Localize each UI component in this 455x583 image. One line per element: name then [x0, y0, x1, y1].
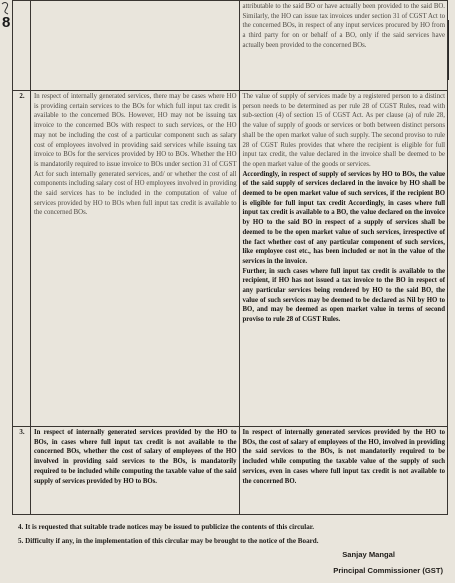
- issue-cell: [31, 1, 240, 91]
- row-number: 2.: [13, 91, 31, 427]
- paragraph-4: 4. It is requested that suitable trade notices may be issued to publicize the contents of this circular.: [18, 523, 315, 531]
- table-row: [13, 1, 448, 91]
- page-number: 8: [2, 14, 11, 31]
- signatory-title: Principal Commissioner (GST): [333, 566, 443, 575]
- clarification-table: [12, 0, 448, 515]
- clarification-text: attributable to the said BO or have actually been provided to the said BO. Similarly, the HO can issue tax invoices under section 31 of CGST Act to the concerned BOs, in respect of any input services procured by HO from a third party for on or behalf of a BO, only if the said services have actually been provided to the concerned BOs.: [242, 3, 445, 49]
- issue-cell: In respect of internally generated services, there may be cases where HO is providing certain services to the BOs for which full input tax credit is available to the concerned BOs. However, HO may not be issuing tax invoice to the concerned BOs with respect to such services, or the HO may not be including the cost of a particular component such as salary cost of employees involved in providing said services while issuing tax invoice to BOs for the services provided by HO to BOs. Whether the HO is mandatorily required to issue invoice to BOs under section 31 of CGST Act for such internally generated services, and/ or whether the cost of all components including salary cost of HO employees involved in providing the said services has to be included in the computation of value of services provided by HO to BOs when full input tax credit is available to the concerned BOs.: [31, 91, 240, 427]
- table-row: [13, 91, 448, 427]
- clarification-paragraph: Further, in such cases where full input tax credit is available to the recipient, if HO has not issued a tax invoice to the BO in respect of any particular services being rendered by HO to the said BO, the value of such services may be deemed to be declared as Nil by HO to BO, and may be deemed as open market value in terms of second proviso to rule 28 of CGST Rules.: [242, 267, 445, 324]
- row-number: 3.: [13, 427, 31, 515]
- row-number: [13, 1, 31, 91]
- table-row: [13, 427, 448, 515]
- clarification-cell: [239, 91, 448, 427]
- clarification-cell: In respect of internally generated services provided by the HO to BOs, the cost of salary of employees of the HO, involved in providing the said services to the BOs, is not mandatorily required to be included while computing the taxable value of the supply of such services, even in cases where full input tax credit is not available to the concerned BO.: [239, 427, 448, 515]
- clarification-cell: [239, 1, 448, 91]
- signatory-name: Sanjay Mangal: [342, 550, 395, 559]
- clarification-paragraph: The value of supply of services made by a registered person to a distinct person needs to be determined as per rule 28 of CGST Rules, read with sub-section (4) of section 15 of CGST Act. As per clause (a) of rule 28, the value of supply of goods or services or both between distinct persons shall be the open market value of such supply. The second proviso to rule 28 of CGST Rules provides that where the recipient is eligible for full input tax credit, the value declared in the invoice shall be deemed to be the open market value of the goods or services.: [242, 93, 445, 168]
- paragraph-5: 5. Difficulty if any, in the implementation of this circular may be brought to the notice of the Board.: [18, 537, 319, 545]
- clarification-paragraph: Accordingly, in respect of supply of services by HO to BOs, the value of the said supply of services declared in the invoice by HO shall be deemed to be open market value of such services, if the recipient BO is eligible for full input tax credit Accordingly, in cases where full input tax credit is available to a BO, the value declared on the invoice by HO to the said BO in respect of a supply of services shall be deemed to be the open market value of such services, irrespective of the fact whether cost of any particular component of such services, like employee cost etc., has been included or not in the value of the services in the invoice.: [242, 170, 445, 265]
- issue-cell: In respect of internally generated services provided by the HO to BOs, in cases where full input tax credit is not available to the concerned BOs, whether the cost of salary of employees of the HO involved in providing said services to the BOs, is mandatorily required to be included while computing the taxable value of the said supply of services provided by HO to BOs.: [31, 427, 240, 515]
